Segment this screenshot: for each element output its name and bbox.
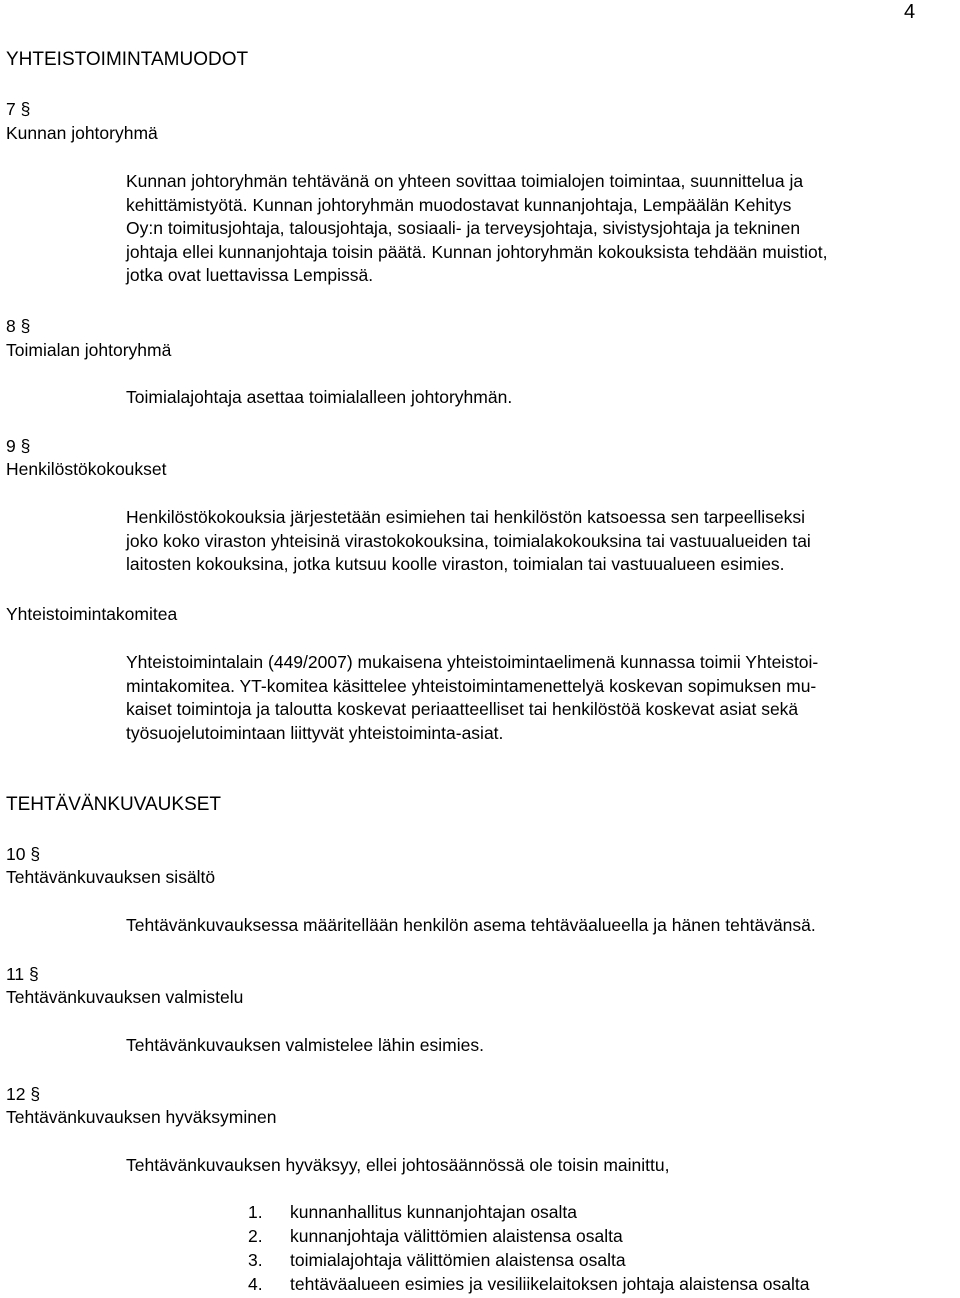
section-7-title: Kunnan johtoryhmä (6, 123, 158, 143)
section-8-body (126, 386, 956, 410)
body-line: Oy:n toimitusjohtaja, talousjohtaja, sosiaali- ja terveysjohtaja, sivistysjohtaja ja tekninen (126, 218, 801, 238)
list-item (126, 1224, 956, 1248)
list-item-number: 1. (248, 1202, 263, 1222)
approval-list (126, 1200, 956, 1296)
list-item-text: kunnanhallitus kunnanjohtajan osalta (290, 1202, 578, 1222)
section-10-body (126, 914, 956, 938)
section-12-title: Tehtävänkuvauksen hyväksyminen (6, 1107, 277, 1127)
body-line: laitosten kokouksina, jotka kutsuu koolle viraston, toimialan tai vastuualueen esimies. (126, 554, 785, 574)
section-7-number: 7 § (6, 99, 31, 119)
body-line: Tehtävänkuvauksen valmistelee lähin esimies. (126, 1035, 484, 1055)
body-line: Tehtävänkuvauksessa määritellään henkilön asema tehtäväalueella ja hänen tehtävänsä. (126, 915, 816, 935)
section-8-number: 8 § (6, 316, 31, 336)
body-line: työsuojelutoimintaan liittyvät yhteistoiminta-asiat. (126, 722, 504, 743)
section-11-title: Tehtävänkuvauksen valmistelu (6, 987, 244, 1007)
section-11-number: 11 § (6, 964, 39, 984)
body-line: kaiset toimintoja ja taloutta koskevat periaatteelliset tai henkilöstöä koskevat asiat sekä (126, 699, 799, 719)
list-item-number: 2. (248, 1226, 263, 1246)
list-item (126, 1200, 956, 1224)
list-item-number: 4. (248, 1274, 263, 1294)
yhteistoimintakomitea-title: Yhteistoimintakomitea (6, 604, 178, 624)
section-10-number: 10 § (6, 844, 41, 864)
list-item-text: tehtäväalueen esimies ja vesiliikelaitoksen johtaja alaistensa osalta (290, 1274, 810, 1294)
list-item-text: toimialajohtaja välittömien alaistensa osalta (290, 1250, 626, 1270)
section-9-number: 9 § (6, 436, 31, 456)
list-item (126, 1272, 956, 1296)
section-12-body (126, 1154, 956, 1178)
body-line: joko koko viraston yhteisinä virastokokouksina, toimialakokouksina tai vastuualueiden tai (126, 530, 811, 551)
heading-tehtavankuvaukset: TEHTÄVÄNKUVAUKSET (6, 794, 222, 815)
body-line: jotka ovat luettavissa Lempissä. (126, 265, 374, 285)
body-line: johtaja ellei kunnanjohtaja toisin päätä. Kunnan johtoryhmän kokouksista tehdään muistiot, (126, 241, 828, 262)
section-7-body (126, 170, 956, 288)
body-line: mintakomitea. YT-komitea käsittelee yhteistoimintamenettelyä koskevan sopimuksen mu- (126, 675, 817, 696)
section-9-title: Henkilöstökokoukset (6, 459, 167, 479)
page-number: 4 (904, 1, 916, 23)
section-10-title: Tehtävänkuvauksen sisältö (6, 867, 216, 887)
section-12-number: 12 § (6, 1084, 41, 1104)
body-line: Henkilöstökokouksia järjestetään esimiehen tai henkilöstön katsoessa sen tarpeelliseksi (126, 507, 805, 527)
body-line: Toimialajohtaja asettaa toimialalleen johtoryhmän. (126, 387, 513, 407)
body-line: Kunnan johtoryhmän tehtävänä on yhteen sovittaa toimialojen toimintaa, suunnittelua ja (126, 171, 804, 191)
list-item-number: 3. (248, 1250, 263, 1270)
heading-yhteistoimintamuodot: YHTEISTOIMINTAMUODOT (6, 49, 249, 70)
body-line: Yhteistoimintalain (449/2007) mukaisena yhteistoimintaelimenä kunnassa toimii Yhteistoi- (126, 652, 819, 672)
yhteistoimintakomitea-body (126, 651, 956, 745)
list-item-text: kunnanjohtaja välittömien alaistensa osalta (290, 1226, 623, 1246)
section-11-body (126, 1034, 956, 1058)
section-8-title: Toimialan johtoryhmä (6, 340, 172, 360)
list-item (126, 1248, 956, 1272)
section-9-body (126, 506, 956, 577)
body-line: kehittämistyötä. Kunnan johtoryhmän muodostavat kunnanjohtaja, Lempäälän Kehitys (126, 194, 792, 215)
body-line: Tehtävänkuvauksen hyväksyy, ellei johtosäännössä ole toisin mainittu, (126, 1155, 670, 1175)
